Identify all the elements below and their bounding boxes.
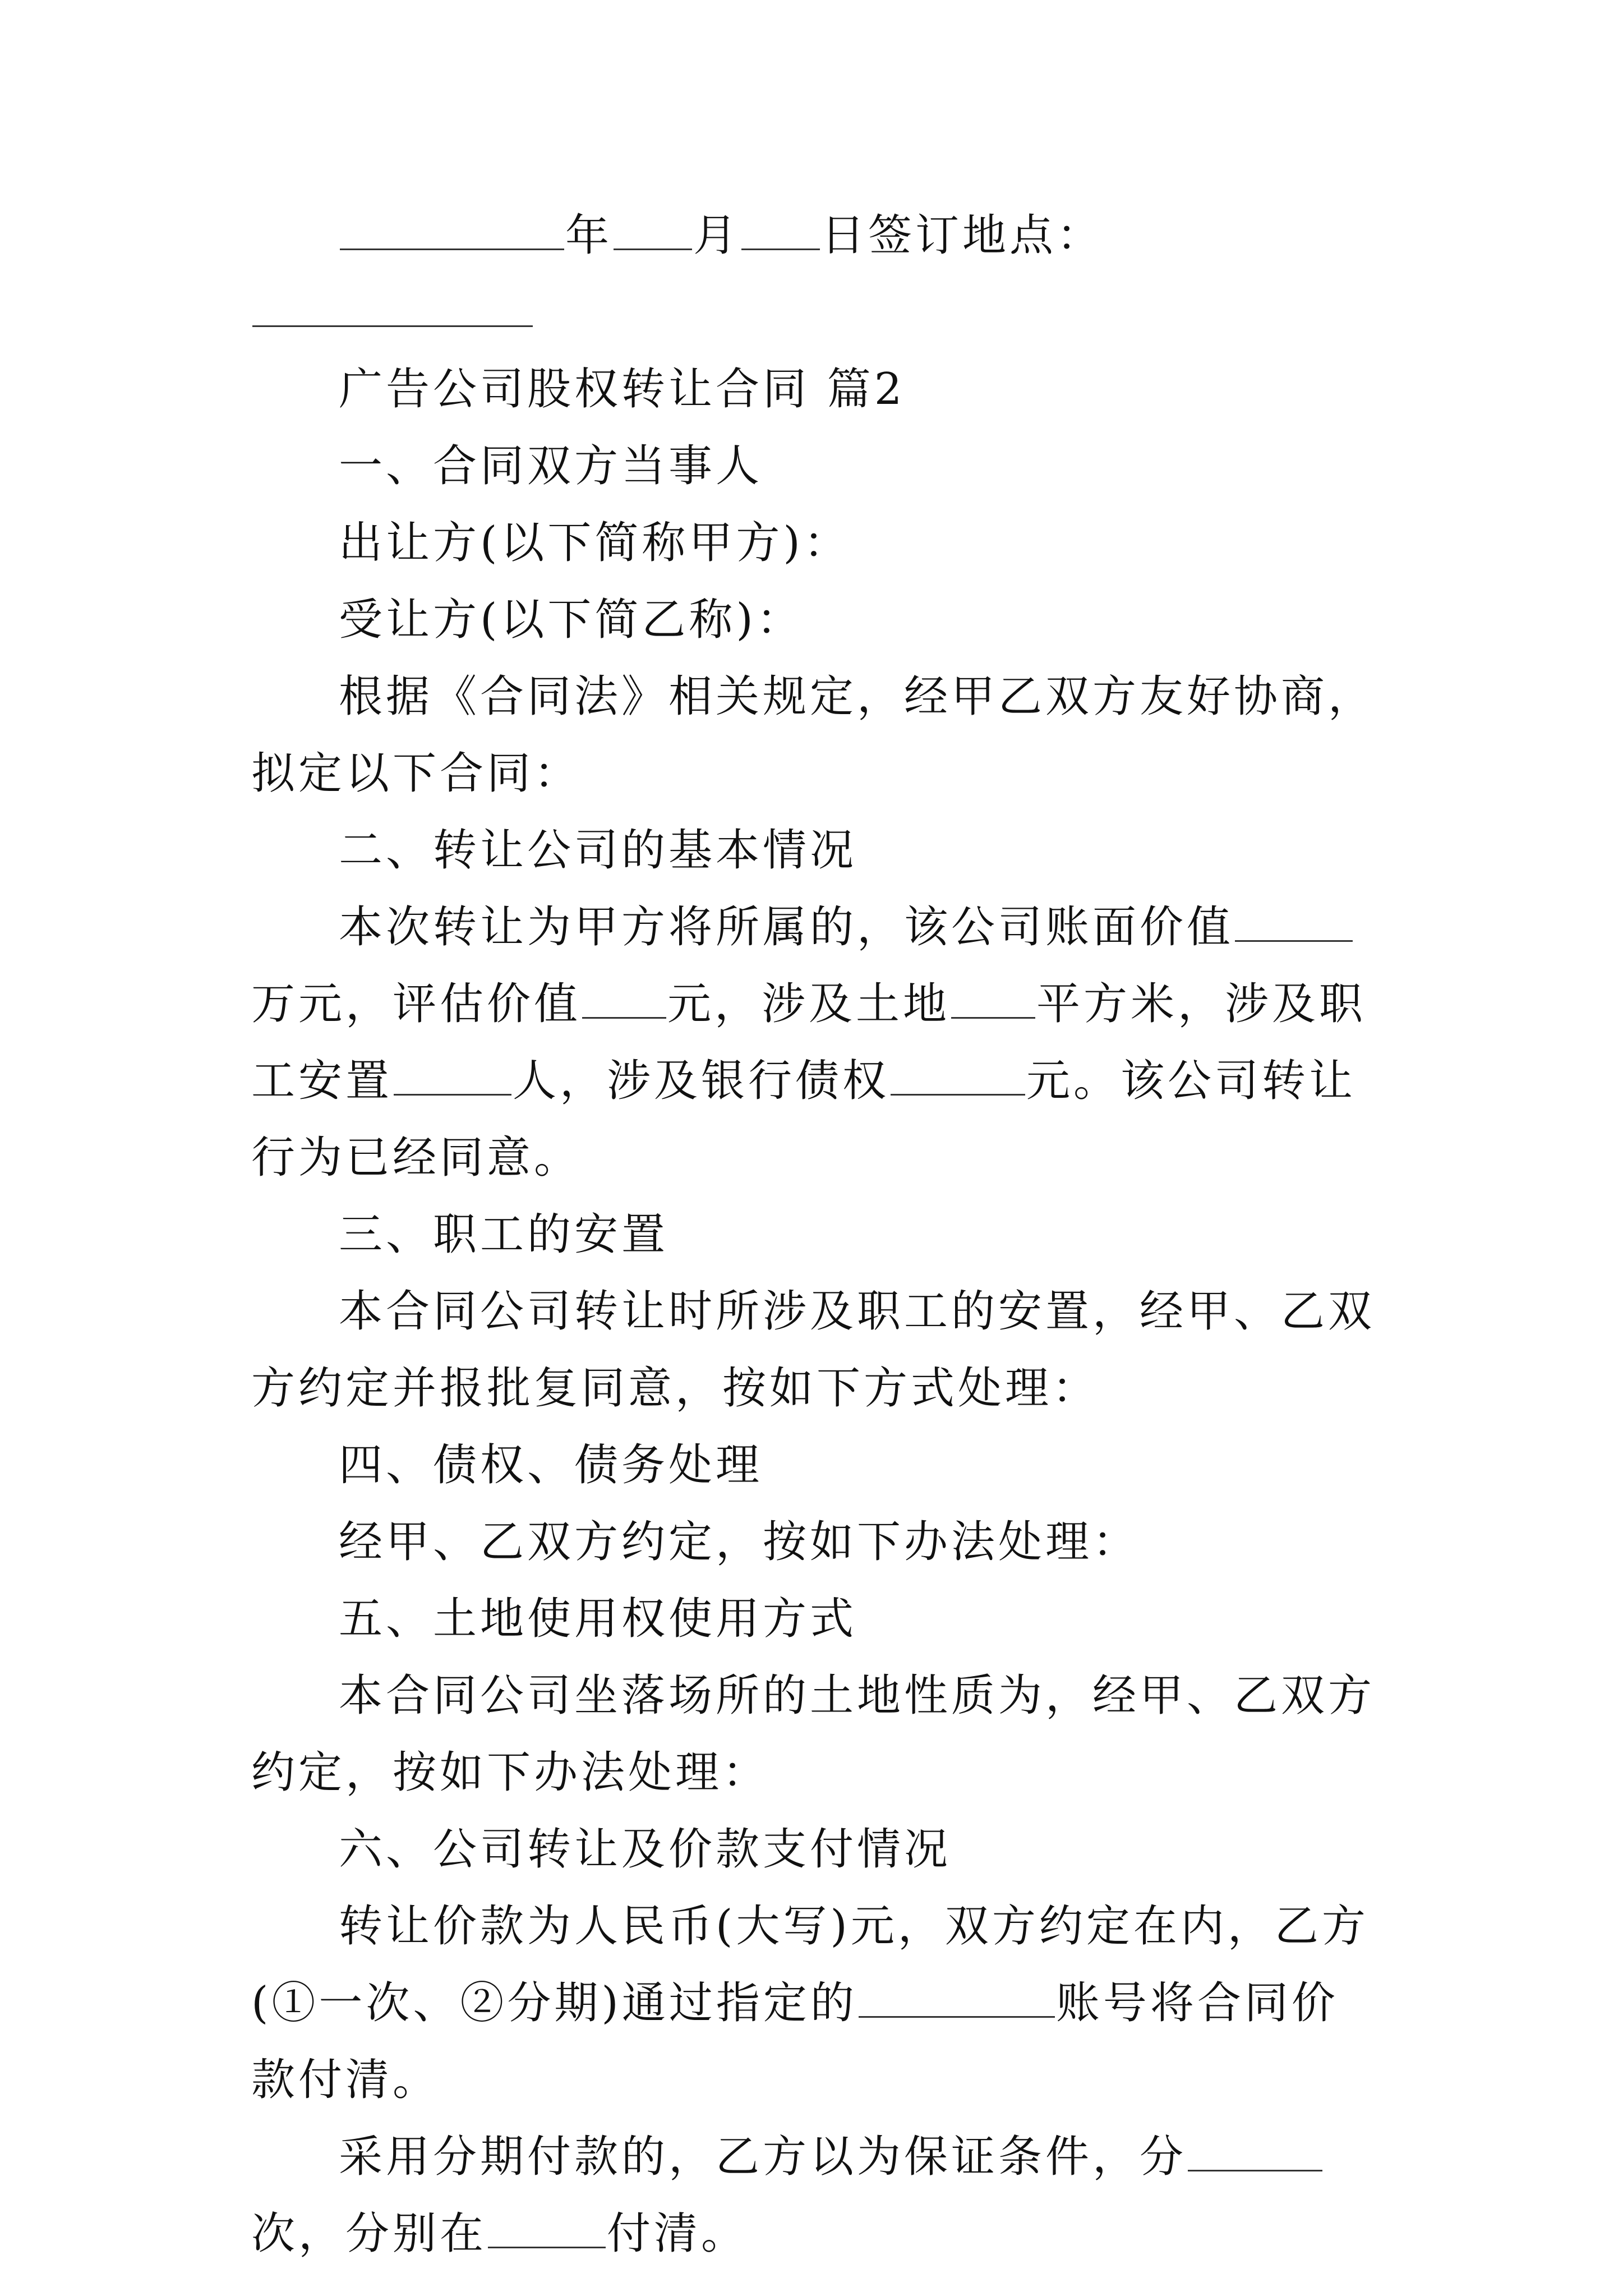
s6-text-3: 采用分期付款的，乙方以为保证条件，分 [339,2132,1187,2182]
account-blank [859,1972,1055,2018]
section-5-body: 本合同公司坐落场所的土地性质为，经甲、乙双方约定，按如下办法处理： [251,1671,1376,1798]
section-5-heading: 五、土地使用权使用方式 [339,1594,857,1644]
s2-text-2: 万元，评估价值 [251,979,582,1029]
installment-date-blank [488,2203,606,2248]
month-label: 月 [693,210,741,261]
staff-count-blank [394,1050,511,1096]
day-place-label: 日签订地点： [821,210,1104,261]
section-6-heading: 六、公司转让及价款支付情况 [339,1824,952,1875]
section-2-body [251,889,1378,1197]
month-blank [614,205,692,250]
year-label: 年 [565,210,613,261]
section-3-heading: 三、职工的安置 [339,1209,669,1260]
document-body [251,197,1378,2272]
land-area-blank [951,973,1035,1019]
section-3-body: 本合同公司转让时所涉及职工的安置，经甲、乙双方约定并报批复同意，按如下方式处理： [251,1286,1376,1414]
book-value-blank [1235,896,1353,942]
installment-count-blank [1188,2126,1322,2171]
section-4-body: 经甲、乙双方约定，按如下办法处理： [339,1517,1140,1567]
section-6-payment [251,1888,1378,2119]
year-blank [340,205,564,250]
s2-text-4: 平方米，涉及职工安置 [251,979,1367,1106]
s6-text-4: 次，分别在 [251,2208,487,2259]
day-blank [741,205,820,250]
s6-text-5: 付清。 [607,2208,749,2259]
transferor-line: 出让方(以下简称甲方)： [339,518,851,568]
s6-text-2: 账号将合同价款付清。 [251,1978,1339,2105]
document-title: 广告公司股权转让合同 篇2 [339,364,906,415]
bank-credit-blank [891,1050,1025,1096]
s2-text-5: 人，涉及银行债权 [513,1056,890,1106]
section-2-heading: 二、转让公司的基本情况 [339,825,857,876]
section-4-heading: 四、债权、债务处理 [339,1440,763,1490]
place-blank [252,282,533,327]
signing-date-line [251,197,1378,351]
section-6-installments [251,2119,1378,2272]
basis-paragraph: 根据《合同法》相关规定，经甲乙双方友好协商，拟定以下合同： [251,671,1376,799]
assessed-value-blank [582,973,666,1019]
s2-text-6: 元。该公司转让行为已经同意。 [251,1056,1357,1183]
s2-text-3: 元，涉及土地 [667,979,951,1029]
transferee-line: 受让方(以下简乙称)： [339,595,804,645]
s2-text-1: 本次转让为甲方将所属的，该公司账面价值 [339,902,1234,953]
section-1-heading: 一、合同双方当事人 [339,441,763,491]
s6-text-1: 转让价款为人民币(大写)元，双方约定在内，乙方(①一次、②分期)通过指定的 [251,1901,1369,2028]
